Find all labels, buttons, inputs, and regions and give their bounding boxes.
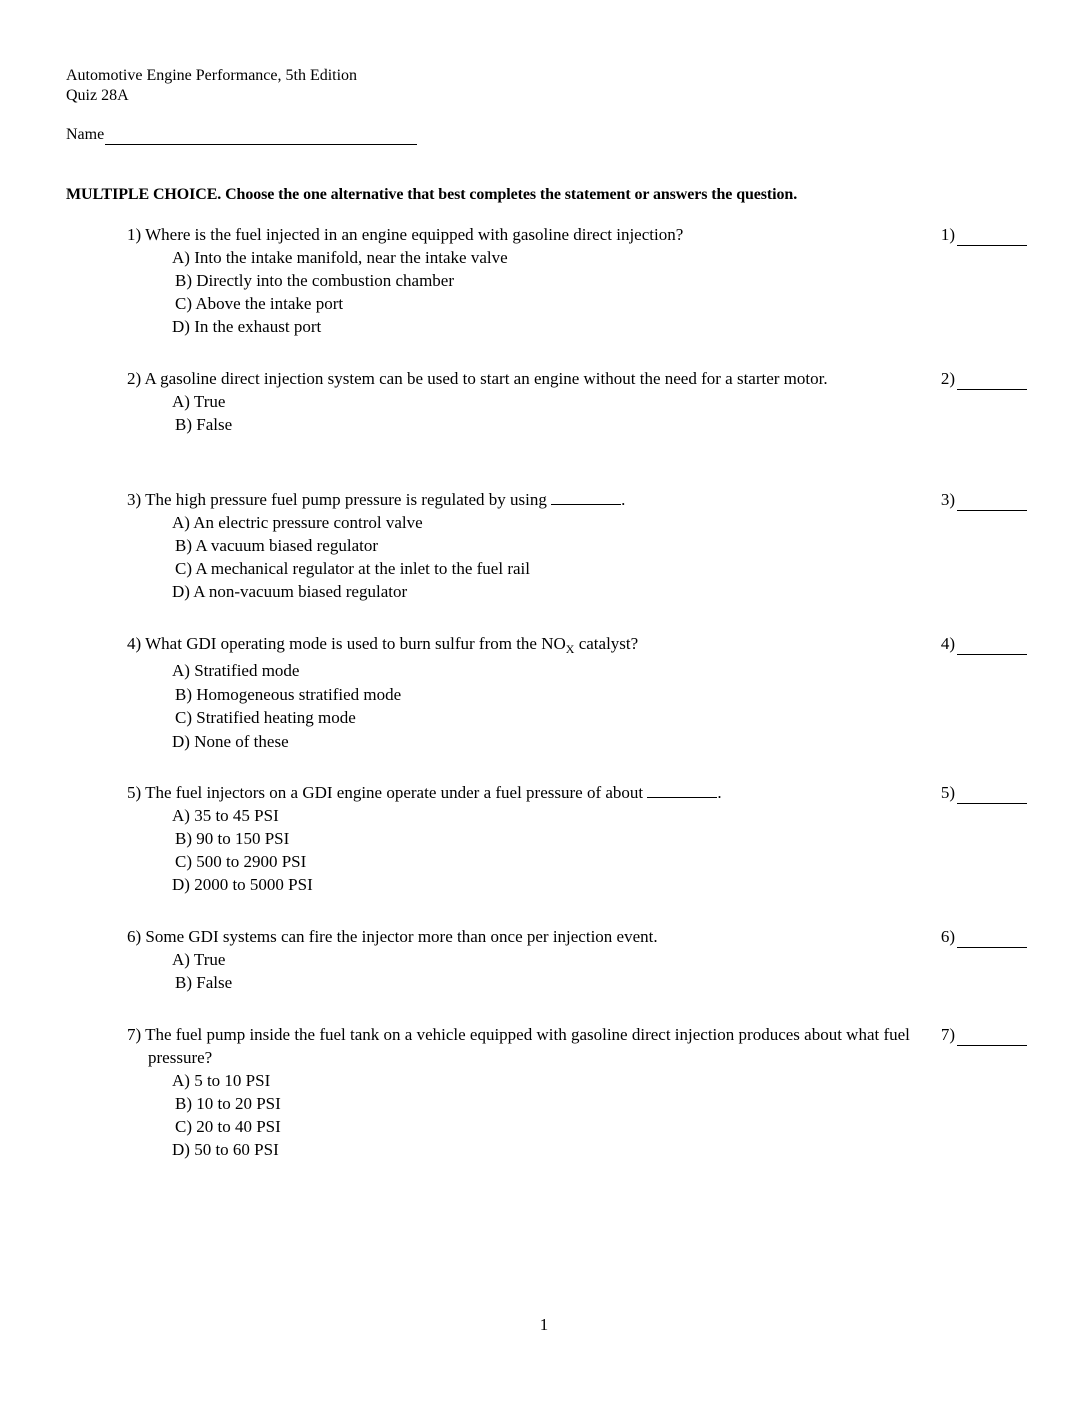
document-header	[66, 66, 357, 106]
choice-c[interactable]: C) A mechanical regulator at the inlet to the fuel rail	[175, 559, 530, 578]
answer-blank[interactable]	[957, 638, 1027, 655]
choice-c[interactable]: C) Stratified heating mode	[175, 708, 356, 727]
question-text: The high pressure fuel pump pressure is regulated by using	[145, 490, 547, 509]
answer-label: 6)	[940, 927, 955, 946]
choice-d[interactable]: D) In the exhaust port	[172, 317, 322, 336]
name-field-row	[66, 125, 417, 145]
inline-blank	[647, 783, 717, 798]
choice-list	[127, 659, 1087, 753]
choice-b[interactable]: B) 10 to 20 PSI	[175, 1094, 281, 1113]
choice-list	[127, 1069, 1087, 1161]
answer-blank[interactable]	[957, 494, 1027, 511]
name-label: Name	[66, 126, 105, 143]
question-5	[127, 781, 1087, 896]
question-3	[127, 488, 1087, 603]
answer-label: 4)	[940, 634, 955, 653]
choice-c[interactable]: C) 500 to 2900 PSI	[175, 852, 307, 871]
question-stem	[127, 367, 918, 390]
choice-b[interactable]: B) False	[175, 415, 233, 434]
answer-slot	[929, 1023, 1039, 1046]
question-text: Some GDI systems can fire the injector more than once per injection event.	[145, 927, 658, 946]
choice-b[interactable]: B) False	[175, 973, 233, 992]
question-number: 2)	[127, 369, 142, 388]
choice-list	[127, 948, 1087, 994]
answer-blank[interactable]	[957, 229, 1027, 246]
choice-d[interactable]: D) None of these	[172, 731, 289, 751]
choice-d[interactable]: D) 50 to 60 PSI	[172, 1140, 279, 1159]
choice-a[interactable]: A) Stratified mode	[172, 661, 300, 680]
answer-label: 2)	[940, 369, 955, 388]
question-2	[127, 367, 1087, 436]
quiz-title: Quiz 28A	[66, 87, 129, 104]
choice-list	[127, 246, 1087, 338]
inline-blank	[551, 490, 621, 505]
choice-b[interactable]: B) Homogeneous stratified mode	[175, 684, 402, 704]
choice-c[interactable]: C) 20 to 40 PSI	[175, 1117, 281, 1136]
question-6	[127, 925, 1087, 994]
answer-blank[interactable]	[957, 1029, 1027, 1046]
question-1	[127, 223, 1087, 338]
choice-a[interactable]: A) True	[172, 950, 226, 969]
choice-a[interactable]: A) An electric pressure control valve	[172, 513, 423, 532]
question-number: 1)	[127, 225, 142, 244]
book-title: Automotive Engine Performance, 5th Edition	[66, 67, 358, 84]
question-text: What GDI operating mode is used to burn sulfur from the NO	[145, 634, 566, 653]
question-number: 6)	[127, 927, 142, 946]
choice-a[interactable]: A) 5 to 10 PSI	[172, 1071, 271, 1090]
question-7	[127, 1023, 1087, 1161]
choice-b[interactable]: B) A vacuum biased regulator	[175, 536, 379, 555]
choice-c[interactable]: C) Above the intake port	[175, 294, 344, 313]
question-text: The fuel injectors on a GDI engine operate under a fuel pressure of about	[145, 783, 644, 802]
choice-list	[127, 511, 1087, 603]
question-stem: 3) The high pressure fuel pump pressure is regulated by using .	[127, 490, 626, 509]
question-number: 7)	[127, 1025, 142, 1044]
section-instructions: MULTIPLE CHOICE. Choose the one alternative that best completes the statement or answers the question.	[66, 186, 798, 203]
answer-blank[interactable]	[957, 373, 1027, 390]
answer-label: 7)	[940, 1025, 955, 1044]
answer-slot	[929, 367, 1039, 390]
question-number: 4)	[127, 634, 142, 653]
subscript: X	[565, 642, 575, 656]
choice-a[interactable]: A) 35 to 45 PSI	[172, 806, 279, 825]
choice-list	[127, 804, 1087, 896]
answer-blank[interactable]	[957, 787, 1027, 804]
choice-list	[127, 390, 1087, 436]
question-text: A gasoline direct injection system can be used to start an engine without the need for a starter motor.	[144, 369, 828, 388]
choice-b[interactable]: B) Directly into the combustion chamber	[175, 271, 455, 290]
answer-label: 1)	[940, 225, 955, 244]
question-stem: 4) What GDI operating mode is used to burn sulfur from the $NO_X$ catalyst?	[127, 634, 639, 656]
answer-label: 3)	[940, 490, 955, 509]
question-stem	[127, 1023, 918, 1069]
question-number: 5)	[127, 783, 142, 802]
question-stem	[127, 223, 918, 246]
answer-slot	[929, 781, 1039, 804]
answer-slot	[929, 632, 1039, 655]
question-stem: 5) The fuel injectors on a GDI engine operate under a fuel pressure of about .	[127, 783, 722, 802]
answer-slot	[929, 488, 1039, 511]
name-field[interactable]	[105, 127, 417, 145]
choice-b[interactable]: B) 90 to 150 PSI	[175, 829, 290, 848]
choice-a[interactable]: A) True	[172, 392, 226, 411]
question-stem	[127, 925, 918, 948]
question-number: 3)	[127, 490, 142, 509]
choice-d[interactable]: D) 2000 to 5000 PSI	[172, 875, 313, 894]
question-text: Where is the fuel injected in an engine equipped with gasoline direct injection?	[145, 225, 684, 244]
answer-label: 5)	[940, 783, 955, 802]
question-4	[127, 632, 1087, 753]
page-number: 1	[539, 1315, 549, 1334]
answer-slot	[929, 925, 1039, 948]
question-text: The fuel pump inside the fuel tank on a vehicle equipped with gasoline direct injection produces about what fuel pressure?	[145, 1025, 910, 1067]
answer-slot	[929, 223, 1039, 246]
answer-blank[interactable]	[957, 931, 1027, 948]
choice-d[interactable]: D) A non-vacuum biased regulator	[172, 582, 408, 601]
choice-a[interactable]: A) Into the intake manifold, near the intake valve	[172, 248, 508, 267]
